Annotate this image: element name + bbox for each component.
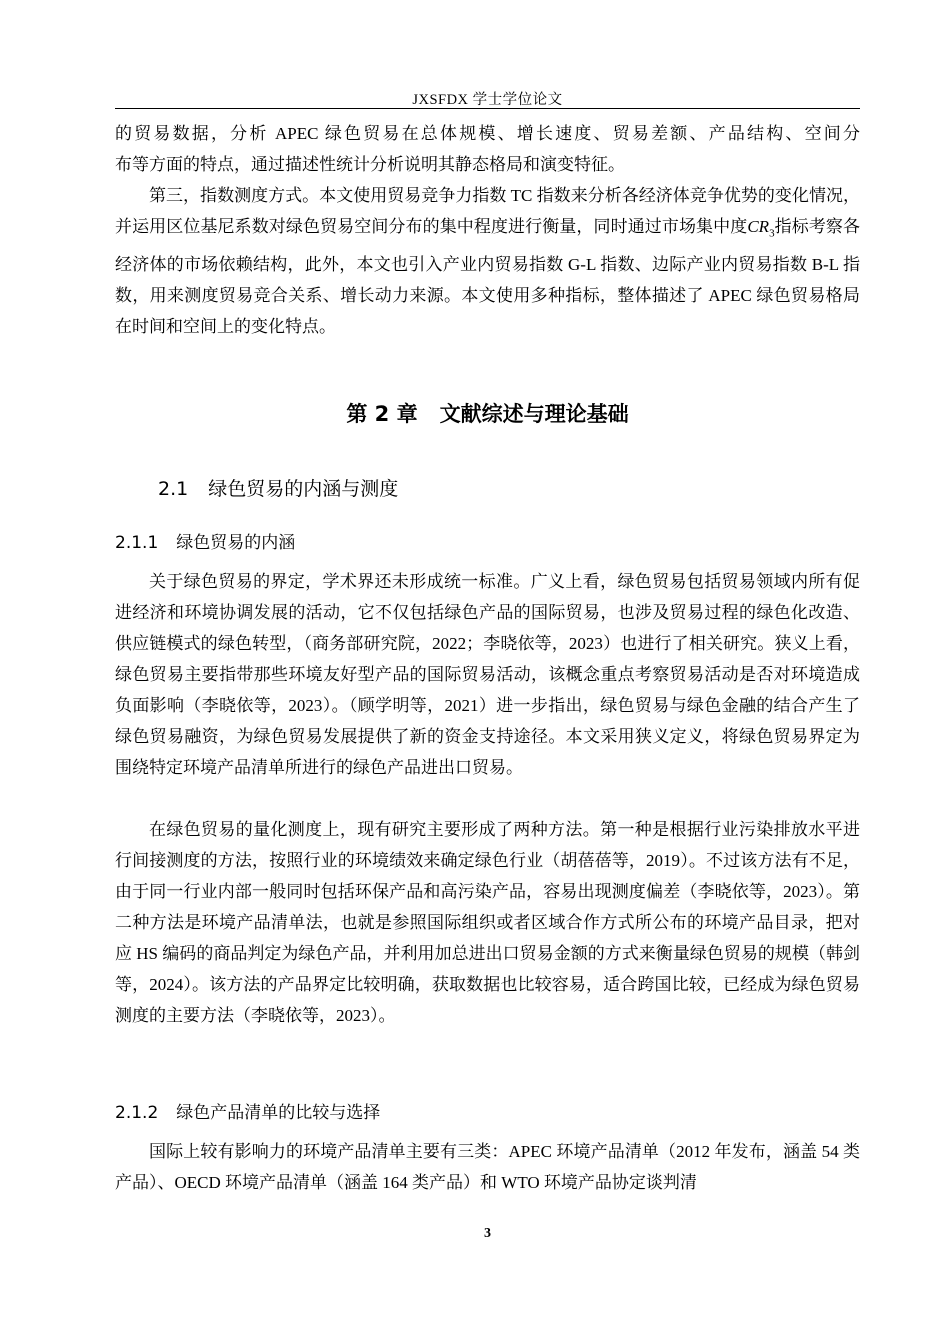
subsection-title: 绿色产品清单的比较与选择 — [176, 1103, 381, 1123]
section-title: 绿色贸易的内涵与测度 — [208, 478, 399, 500]
subsection-number: 2.1.2 — [115, 1103, 159, 1123]
intro-line-1: 的贸易数据，分析 APEC 绿色贸易在总体规模、增长速度、贸易差额、产品结构、空间分 — [115, 124, 860, 143]
intro-p2-part2: 指标考察各经济体的市场依赖结构，此外，本文也引入产业内贸易指数 G-L 指数、边际产业内贸易指数 B-L 指数，用来测度贸易竞合关系、增长动力来源。本文使用多种指标，整体描述了 APEC 绿色贸易格局在时间和空间上的变化特点。 — [115, 217, 861, 337]
page-number: 3 — [484, 1226, 491, 1241]
cr-subscript: 3 — [769, 227, 775, 240]
paragraph-text: 在绿色贸易的量化测度上，现有研究主要形成了两种方法。第一种是根据行业污染排放水平进行间接测度的方法，按照行业的环境绩效来确定绿色行业（胡蓓蓓等，2019）。不过该方法有不足，由于同一行业内部一般同时包括环保产品和高污染产品，容易出现测度偏差（李晓依等，2023）。第二种方法是环境产品清单法，也就是参照国际组织或者区域合作方式所公布的环境产品目录，把对应 HS 编码的商品判定为绿色产品，并利用加总进出口贸易金额的方式来衡量绿色贸易的规模（韩剑等，2024）。该方法的产品界定比较明确，获取数据也比较容易，适合跨国比较，已经成为绿色贸易测度的主要方法（李晓依等，2023）。 — [115, 820, 860, 1025]
body-paragraph-definition — [115, 566, 860, 783]
subsection-title: 绿色贸易的内涵 — [176, 533, 296, 553]
intro-paragraph-continued — [115, 118, 860, 180]
running-header: JXSFDX 学士学位论文 — [412, 92, 563, 108]
body-paragraph-product-lists — [115, 1136, 860, 1198]
chapter-title: 文献综述与理论基础 — [439, 402, 629, 426]
intro-paragraph-indices — [115, 180, 860, 342]
paragraph-text: 国际上较有影响力的环境产品清单主要有三类：APEC 环境产品清单（2012 年发布，涵盖 54 类产品）、OECD 环境产品清单（涵盖 164 类产品）和 WTO 环境产品协定谈判清 — [115, 1142, 860, 1192]
body-paragraph-measurement — [115, 814, 860, 1031]
section-heading-2-1 — [158, 474, 398, 501]
intro-p2-part1: 第三，指数测度方式。本文使用贸易竞争力指数 TC 指数来分析各经济体竞争优势的变化情况，并运用区位基尼系数对绿色贸易空间分布的集中程度进行衡量，同时通过市场集中度 — [115, 186, 860, 236]
paragraph-text: 关于绿色贸易的界定，学术界还未形成统一标准。广义上看，绿色贸易包括贸易领域内所有促进经济和环境协调发展的活动，它不仅包括绿色产品的国际贸易，也涉及贸易过程的绿色化改造、供应链模式的绿色转型，（商务部研究院，2022；李晓依等，2023）也进行了相关研究。狭义上看，绿色贸易主要指带那些环境友好型产品的国际贸易活动，该概念重点考察贸易活动是否对环境造成负面影响（李晓依等，2023）。（顾学明等，2021）进一步指出，绿色贸易与绿色金融的结合产生了绿色贸易融资，为绿色贸易发展提供了新的资金支持途径。本文采用狭义定义，将绿色贸易界定为围绕特定环境产品清单所进行的绿色产品进出口贸易。 — [115, 572, 860, 777]
chapter-heading — [115, 398, 860, 428]
chapter-number: 第 2 章 — [346, 402, 418, 426]
cr-symbol: CR — [747, 217, 770, 236]
section-number: 2.1 — [158, 478, 189, 500]
header-rule — [115, 108, 860, 109]
subsection-heading-2-1-1 — [115, 528, 295, 553]
intro-line-2: 布等方面的特点，通过描述性统计分析说明其静态格局和演变特征。 — [115, 155, 625, 174]
subsection-heading-2-1-2 — [115, 1098, 380, 1123]
subsection-number: 2.1.1 — [115, 533, 159, 553]
